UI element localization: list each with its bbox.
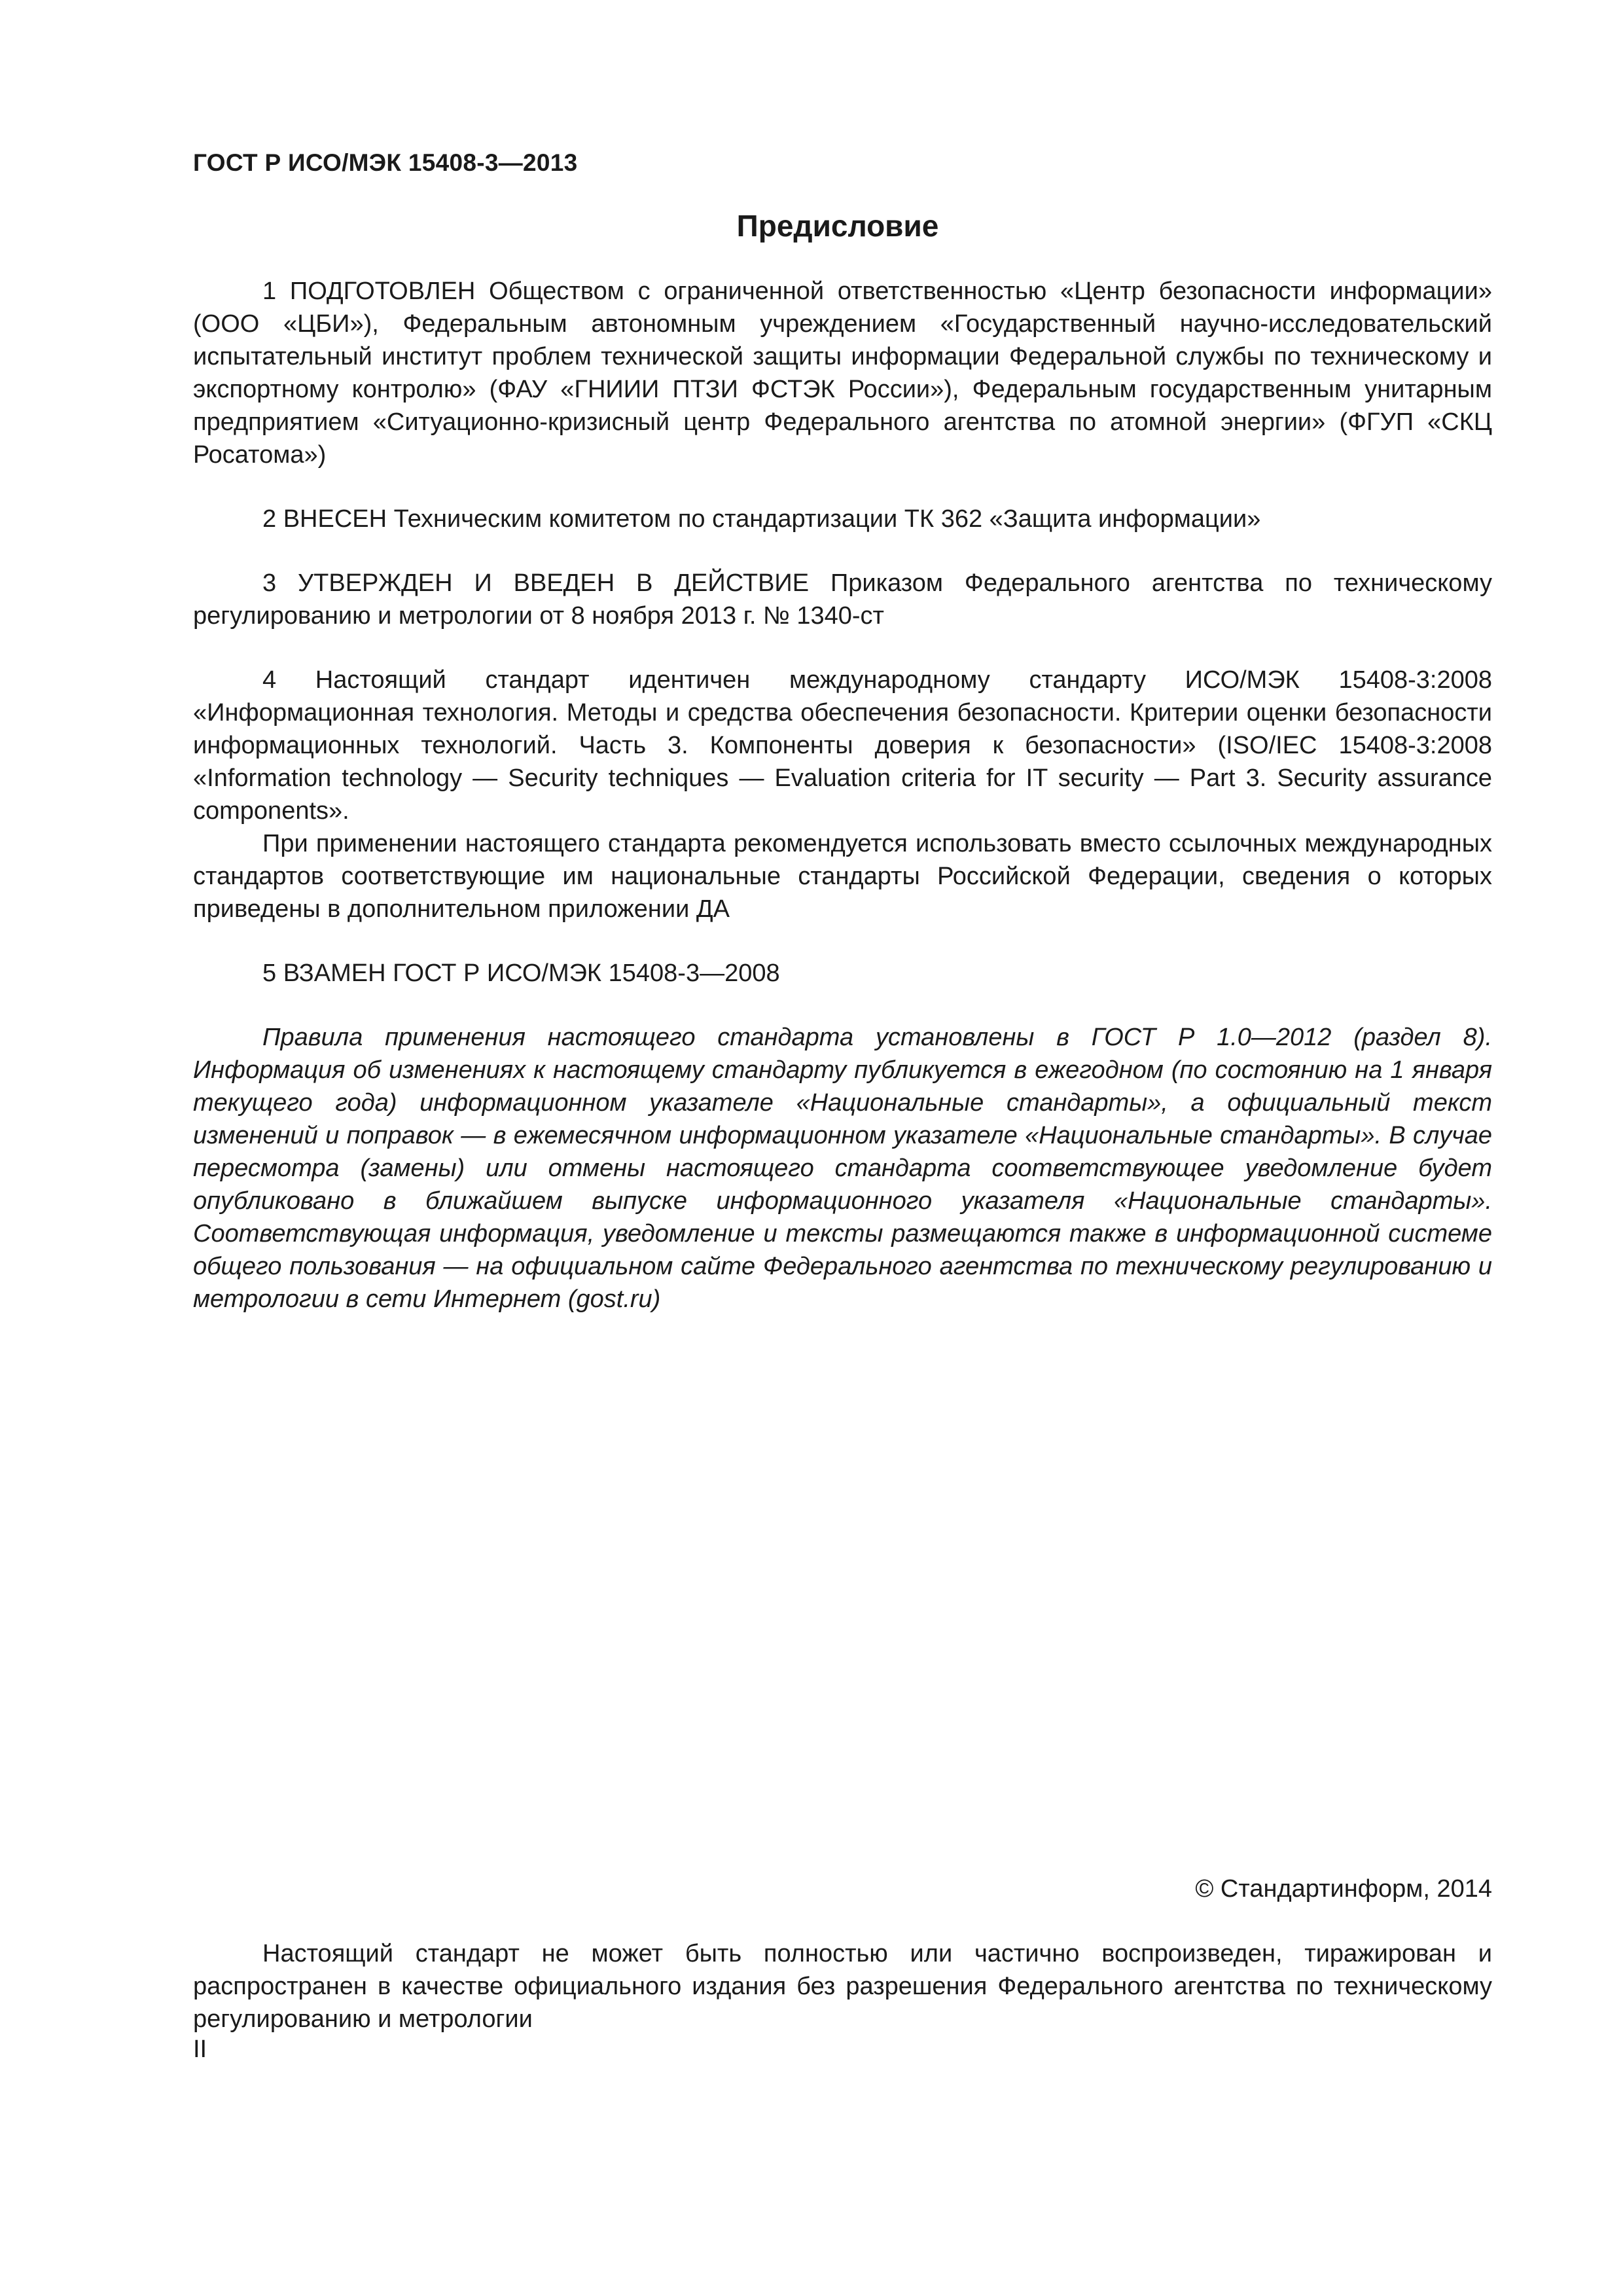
application-rules-note: Правила применения настоящего стандарта установлены в ГОСТ Р 1.0—2012 (раздел 8). Информация об изменениях к настоящему стандарту публикуется в ежегодном (по состоянию на 1 января текущего года) информационном указателе «Национальные стандарты», а официальный текст изменений и поправок — в ежемесячном информационном указателе «Национальные стандарты». В случае пересмотра (замены) или отмены настоящего стандарта соответствующее уведомление будет опубликовано в ближайшем выпуске информационного указателя «Национальные стандарты». Соответствующая информация, уведомление и тексты размещаются также в информационной системе общего пользования — на официальном сайте Федерального агентства по техническому регулированию и метрологии в сети Интернет (gost.ru) xyxy=(193,1024,1492,1313)
paragraph-4-continuation: При применении настоящего стандарта рекомендуется использовать вместо ссылочных международных стандартов соответствующие им национальные стандарты Российской Федерации, сведения о которых приведены в дополнительном приложении ДА xyxy=(193,830,1492,923)
page-title: Предисловие xyxy=(736,209,939,243)
paragraph-2: 2 ВНЕСЕН Техническим комитетом по стандартизации ТК 362 «Защита информации» xyxy=(262,505,1261,533)
document-header: ГОСТ Р ИСО/МЭК 15408-3—2013 xyxy=(193,149,578,176)
reproduction-notice-text: Настоящий стандарт не может быть полностью или частично воспроизведен, тиражирован и распространен в качестве официального издания без разрешения Федерального агентства по техническому регулированию и метрологии xyxy=(193,1940,1492,2033)
paragraph-5: 5 ВЗАМЕН ГОСТ Р ИСО/МЭК 15408-3—2008 xyxy=(262,960,780,987)
paragraph-4: 4 Настоящий стандарт идентичен международному стандарту ИСО/МЭК 15408-3:2008 «Информационная технология. Методы и средства обеспечения безопасности. Критерии оценки безопасности информационных технологий. Часть 3. Компоненты доверия к безопасности» (ISO/IEC 15408-3:2008 «Information technology — Security techniques — Evaluation criteria for IT security — Part 3. Security assurance components». xyxy=(193,666,1492,825)
reproduction-notice xyxy=(193,1937,1492,2036)
copyright-notice: © Стандартинформ, 2014 xyxy=(1195,1875,1492,1903)
foreword-body xyxy=(193,275,1492,1316)
paragraph-3: 3 УТВЕРЖДЕН И ВВЕДЕН В ДЕЙСТВИЕ Приказом Федерального агентства по техническому регулированию и метрологии от 8 ноября 2013 г. № 1340-ст xyxy=(193,569,1492,630)
paragraph-1: 1 ПОДГОТОВЛЕН Обществом с ограниченной ответственностью «Центр безопасности информации» (ООО «ЦБИ»), Федеральным автономным учреждением «Государственный научно-исследовательский испытательный институт проблем технической защиты информации Федеральной службы по техническому и экспортному контролю» (ФАУ «ГНИИИ ПТЗИ ФСТЭК России»), Федеральным государственным унитарным предприятием «Ситуационно-кризисный центр Федерального агентства по атомной энергии» (ФГУП «СКЦ Росатома») xyxy=(193,278,1492,469)
page-number: II xyxy=(193,2036,207,2063)
